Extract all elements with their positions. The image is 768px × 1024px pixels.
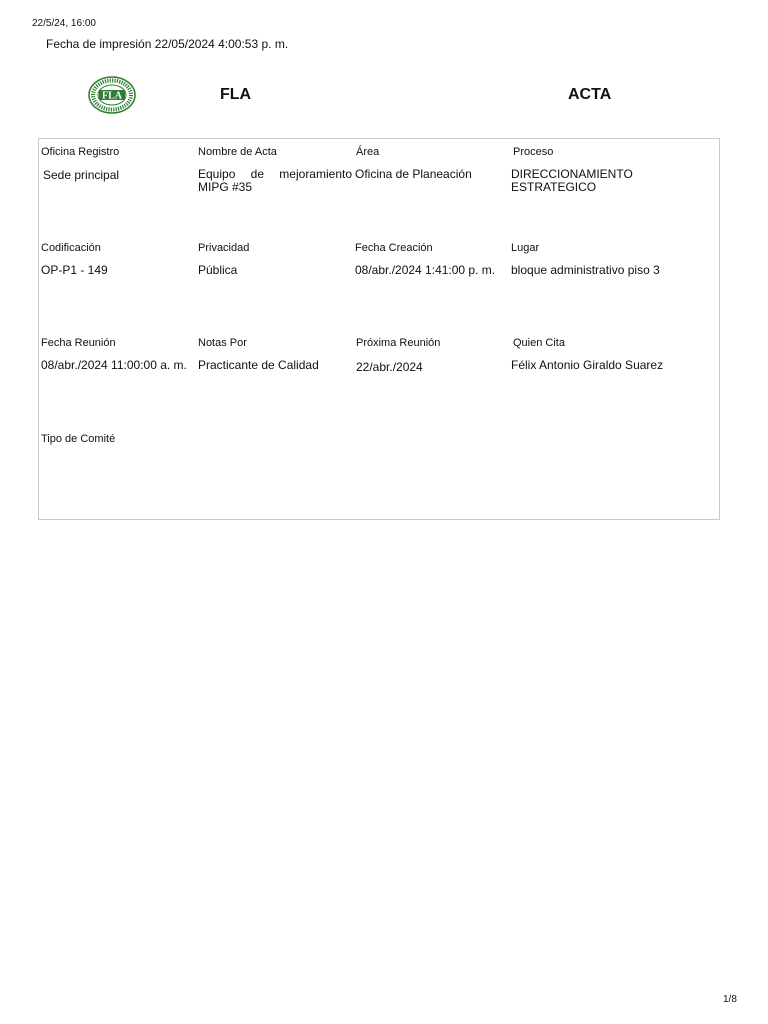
label-codificacion: Codificación [41, 242, 101, 254]
acta-info-box [38, 138, 720, 520]
label-tipo-comite: Tipo de Comité [41, 433, 116, 445]
value-area: Oficina de Planeación [355, 167, 472, 181]
value-fecha-reunion: 08/abr./2024 11:00:00 a. m. [41, 358, 187, 372]
page-number: 1/8 [723, 994, 737, 1005]
browser-print-header: 22/5/24, 16:00 [32, 18, 96, 29]
label-proxima-reunion: Próxima Reunión [356, 337, 441, 349]
label-lugar: Lugar [511, 242, 540, 254]
value-fecha-creacion: 08/abr./2024 1:41:00 p. m. [355, 263, 496, 277]
label-nombre-acta: Nombre de Acta [198, 146, 277, 158]
label-oficina-registro: Oficina Registro [41, 146, 120, 158]
label-quien-cita: Quien Cita [513, 337, 565, 349]
value-proxima-reunion: 22/abr./2024 [356, 360, 423, 374]
value-oficina-registro: Sede principal [43, 168, 120, 182]
label-fecha-creacion: Fecha Creación [355, 242, 433, 254]
label-area: Área [356, 146, 380, 158]
value-notas-por: Practicante de Calidad [198, 358, 319, 372]
value-lugar: bloque administrativo piso 3 [511, 263, 660, 277]
label-proceso: Proceso [513, 146, 554, 158]
print-date: Fecha de impresión 22/05/2024 4:00:53 p. m. [46, 37, 289, 51]
document-title: ACTA [568, 86, 612, 103]
org-title: FLA [220, 86, 252, 103]
value-privacidad: Pública [198, 263, 238, 277]
value-quien-cita: Félix Antonio Giraldo Suarez [511, 358, 664, 372]
label-fecha-reunion: Fecha Reunión [41, 337, 116, 349]
value-nombre-acta: Equipo de mejoramiento MIPG #35 [198, 167, 352, 194]
value-codificacion: OP-P1 - 149 [41, 263, 108, 277]
label-notas-por: Notas Por [198, 337, 247, 349]
fla-logo-icon [87, 75, 137, 115]
label-privacidad: Privacidad [198, 242, 250, 254]
logo-text: FLA [102, 90, 122, 102]
value-proceso: DIRECCIONAMIENTO ESTRATEGICO [511, 167, 633, 194]
